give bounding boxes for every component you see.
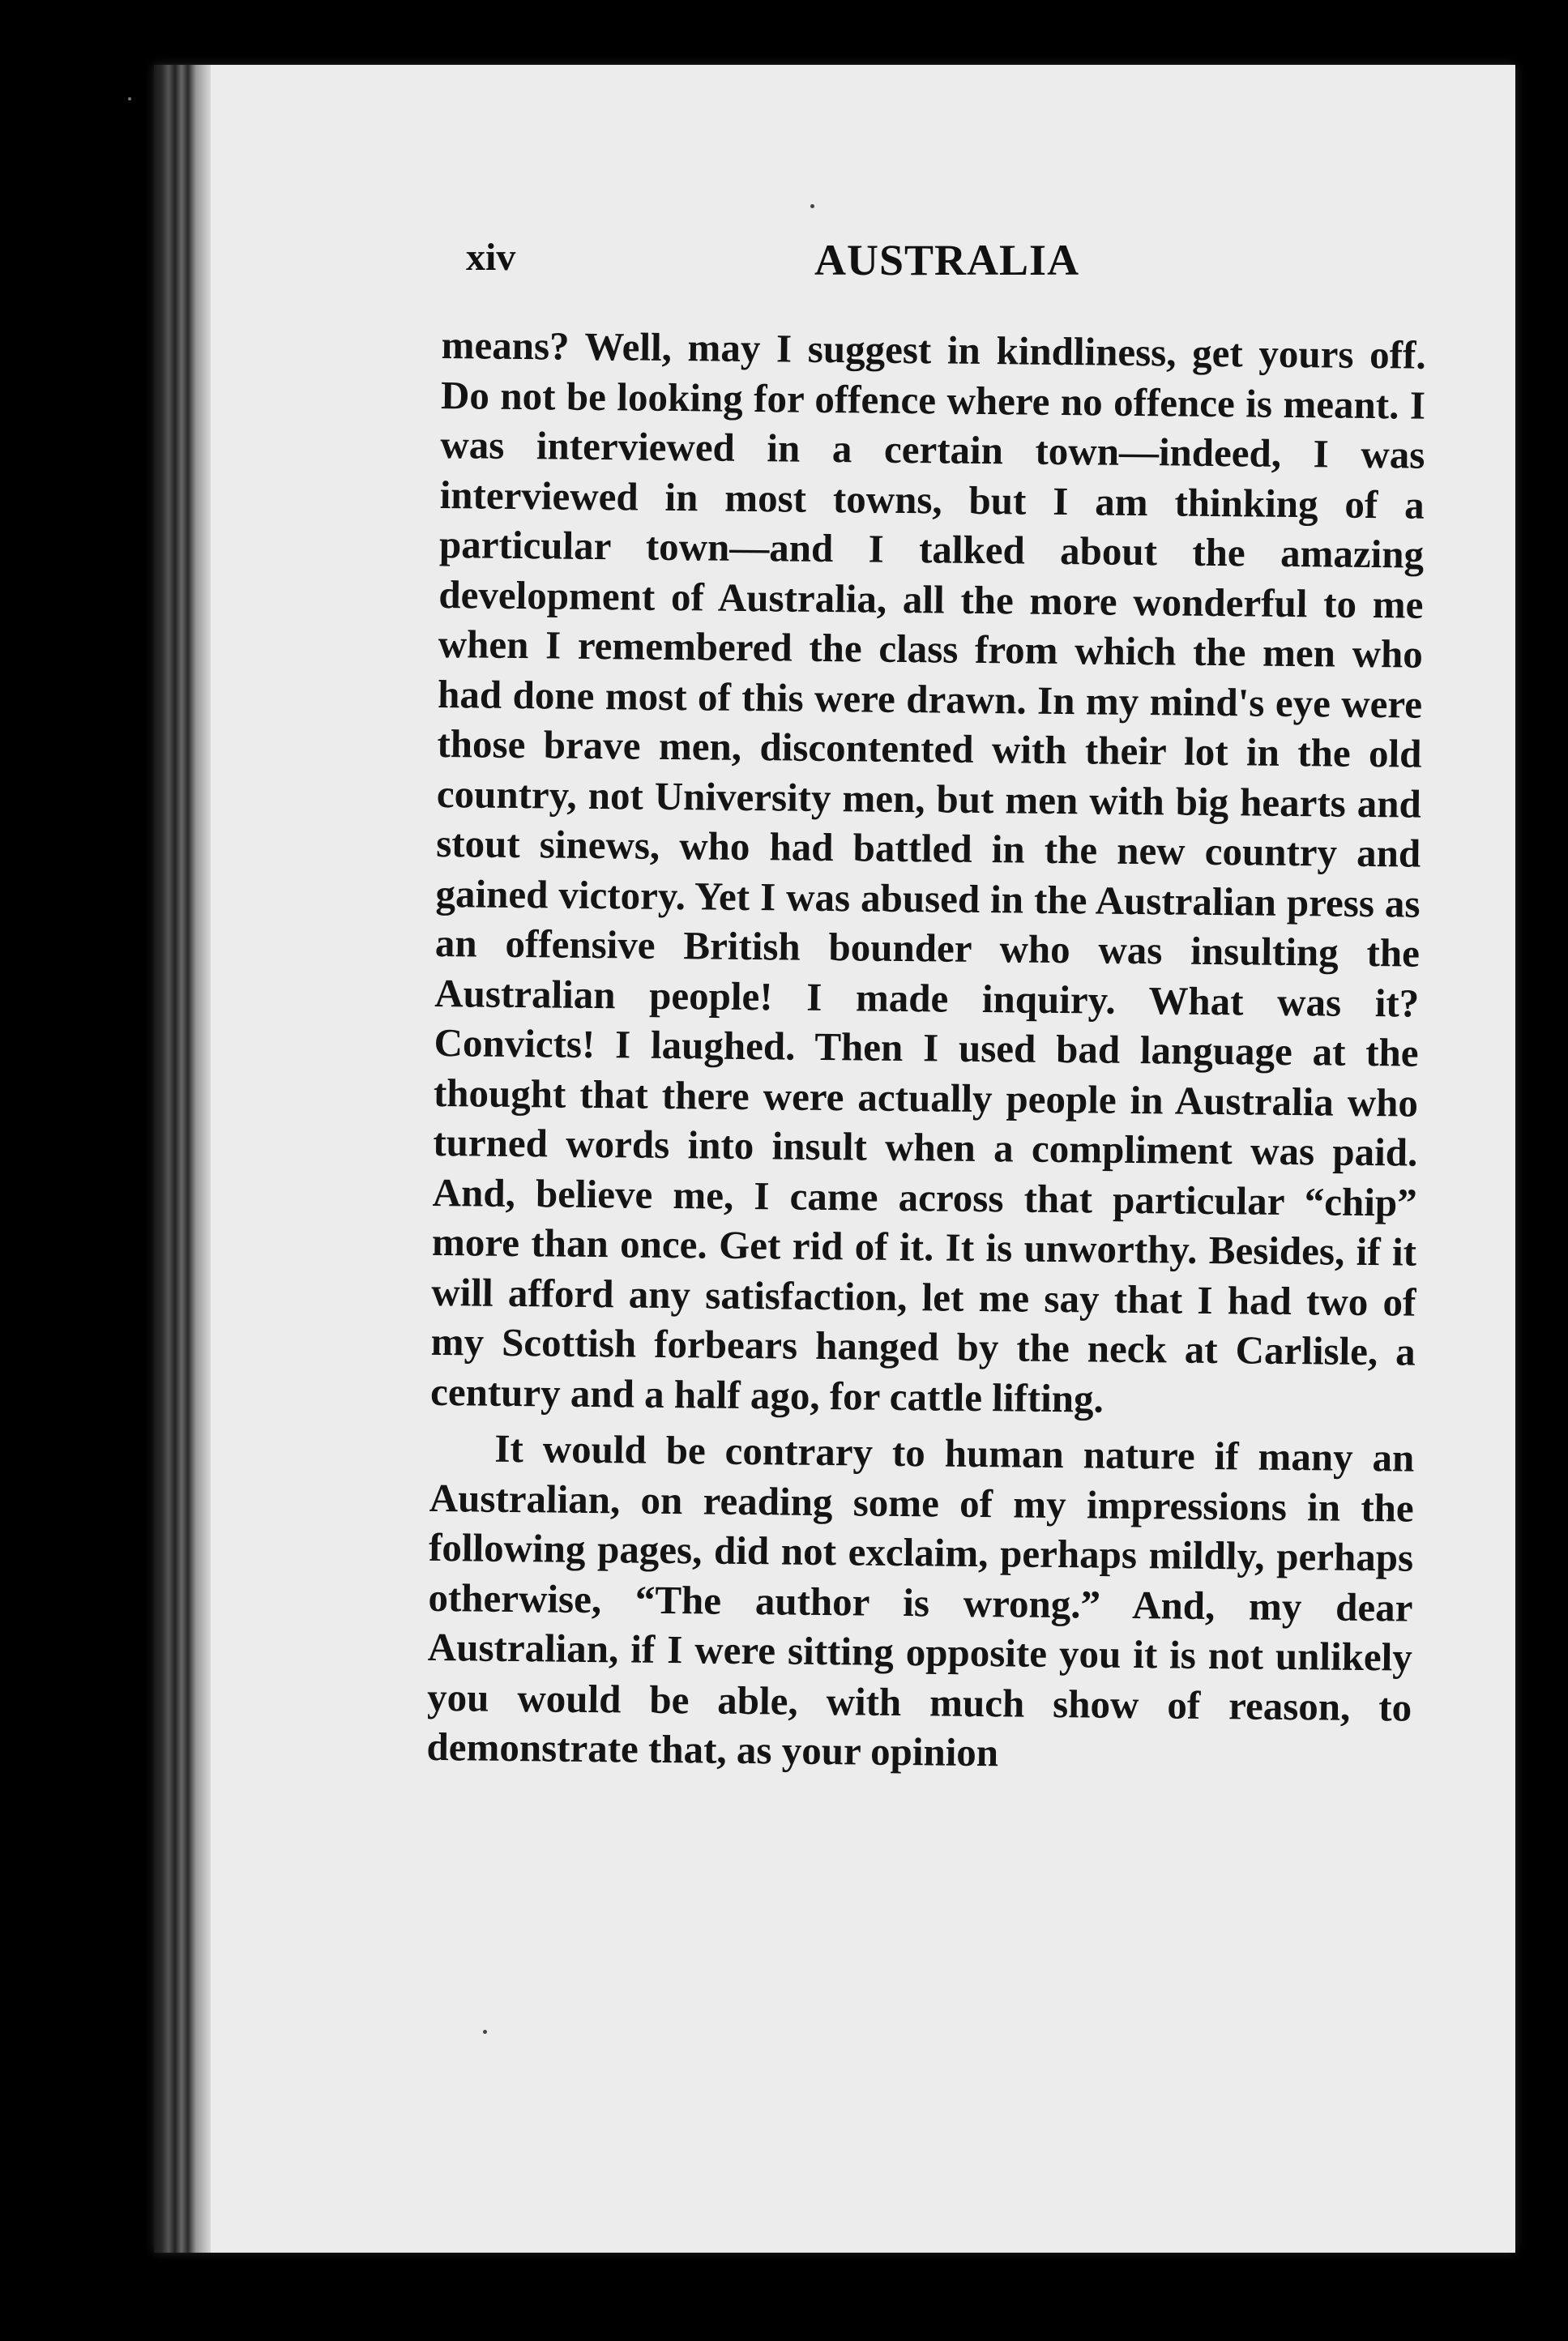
page-header [466, 235, 1471, 300]
binding-gutter [154, 65, 211, 2253]
scan-speck [810, 204, 814, 208]
scan-speck [483, 2030, 487, 2034]
scan-speck [128, 97, 131, 100]
running-title: AUSTRALIA [814, 236, 1080, 284]
paragraph: means? Well, may I suggest in kindliness, get yours off. Do not be looking for offence where no offence is meant. I was interviewed in a certain town—indeed, I was interviewed in most towns, but I am thinking of a particular town—and I talked about the amazing development of Australia, all the more wonderful to me when I remembered the class from which the men who had done most of this were drawn. In my mind's eye were those brave men, discontented with their lot in the old country, not University men, but men with big hearts and stout sinews, who had battled in the new country and gained victory. Yet I was abused in the Australian press as an offensive British bounder who was insulting the Australian people! I made inquiry. What was it? Convicts! I laughed. Then I used bad language at the thought that there were actually people in Australia who turned words into insult when a compliment was paid. And, believe me, I came across that particular “chip” more than once. Get rid of it. It is unworthy. Besides, if it will afford any satisfaction, let me say that I had two of my Scottish forbears hanged by the neck at Carlisle, a century and a half ago, for cattle lifting. [429, 322, 1426, 1421]
paragraph: It would be contrary to human nature if many an Australian, on reading some of my impressions in the following pages, did not exclaim, perhaps mildly, perhaps otherwise, “The author is wrong.” And, my dear Australian, if I were sitting opposite you it is not unlikely you would be able, with much show of reason, to demonstrate that, as your opinion [426, 1425, 1415, 1775]
body-text [426, 320, 1426, 1782]
page-number: xiv [466, 236, 516, 279]
